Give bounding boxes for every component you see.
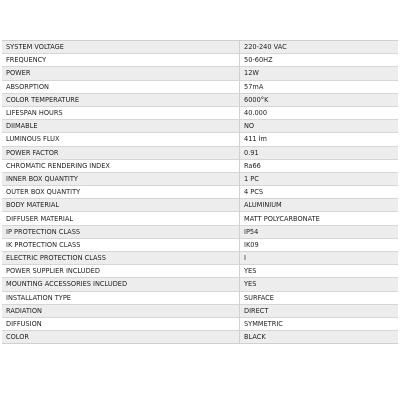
- spec-label: INNER BOX QUANTITY: [2, 172, 240, 185]
- spec-row: [2, 265, 398, 278]
- spec-label: DIFFUSION: [2, 317, 240, 330]
- spec-row: [2, 186, 398, 199]
- spec-label: LUMINOUS FLUX: [2, 133, 240, 146]
- spec-label: POWER FACTOR: [2, 146, 240, 159]
- spec-label: MOUNTING ACCESSORIES INCLUDED: [2, 278, 240, 291]
- spec-row: [2, 54, 398, 67]
- spec-label: LIFESPAN HOURS: [2, 106, 240, 119]
- spec-label: DIFFUSER MATERIAL: [2, 212, 240, 225]
- spec-label: COLOR TEMPERATURE: [2, 93, 240, 106]
- spec-label: ELECTRIC PROTECTION CLASS: [2, 252, 240, 265]
- spec-row: [2, 212, 398, 225]
- spec-value: 4 PCS: [240, 186, 399, 199]
- spec-label: POWER: [2, 67, 240, 80]
- spec-value: 1 PC: [240, 172, 399, 185]
- spec-label: ABSORPTION: [2, 80, 240, 93]
- spec-label: CHROMATIC RENDERING INDEX: [2, 159, 240, 172]
- spec-row: [2, 120, 398, 133]
- spec-label: SYSTEM VOLTAGE: [2, 41, 240, 54]
- spec-row: [2, 252, 398, 265]
- spec-label: IP PROTECTION CLASS: [2, 225, 240, 238]
- spec-value: SURFACE: [240, 291, 399, 304]
- spec-label: OUTER BOX QUANTITY: [2, 186, 240, 199]
- spec-label: COLOR: [2, 331, 240, 344]
- spec-table: [2, 40, 398, 344]
- spec-row: [2, 225, 398, 238]
- spec-table-body: [2, 41, 398, 344]
- spec-label: DIIMABLE: [2, 120, 240, 133]
- spec-row: [2, 291, 398, 304]
- spec-value: 6000°K: [240, 93, 399, 106]
- spec-row: [2, 146, 398, 159]
- spec-value: DIRECT: [240, 304, 399, 317]
- spec-value: YES: [240, 278, 399, 291]
- spec-row: [2, 317, 398, 330]
- spec-row: [2, 106, 398, 119]
- spec-value: Ra66: [240, 159, 399, 172]
- spec-value: 12W: [240, 67, 399, 80]
- spec-value: IK09: [240, 238, 399, 251]
- spec-row: [2, 238, 398, 251]
- spec-value: 411 lm: [240, 133, 399, 146]
- spec-value: 220-240 VAC: [240, 41, 399, 54]
- spec-row: [2, 199, 398, 212]
- spec-value: 57mA: [240, 80, 399, 93]
- spec-row: [2, 93, 398, 106]
- spec-value: 40.000: [240, 106, 399, 119]
- spec-label: RADIATION: [2, 304, 240, 317]
- spec-label: FREQUENCY: [2, 54, 240, 67]
- spec-row: [2, 80, 398, 93]
- spec-row: [2, 331, 398, 344]
- spec-value: YES: [240, 265, 399, 278]
- spec-row: [2, 67, 398, 80]
- spec-label: IK PROTECTION CLASS: [2, 238, 240, 251]
- spec-label: BODY MATERIAL: [2, 199, 240, 212]
- spec-row: [2, 172, 398, 185]
- spec-value: ALUMINIUM: [240, 199, 399, 212]
- spec-row: [2, 304, 398, 317]
- spec-row: [2, 41, 398, 54]
- spec-row: [2, 133, 398, 146]
- spec-row: [2, 159, 398, 172]
- spec-value: SYMMETRIC: [240, 317, 399, 330]
- spec-label: INSTALLATION TYPE: [2, 291, 240, 304]
- spec-value: MATT POLYCARBONATE: [240, 212, 399, 225]
- spec-value: I: [240, 252, 399, 265]
- spec-label: POWER SUPPLIER INCLUDED: [2, 265, 240, 278]
- spec-value: 50-60HZ: [240, 54, 399, 67]
- spec-value: IP54: [240, 225, 399, 238]
- spec-value: 0.91: [240, 146, 399, 159]
- spec-value: NO: [240, 120, 399, 133]
- spec-row: [2, 278, 398, 291]
- spec-value: BLACK: [240, 331, 399, 344]
